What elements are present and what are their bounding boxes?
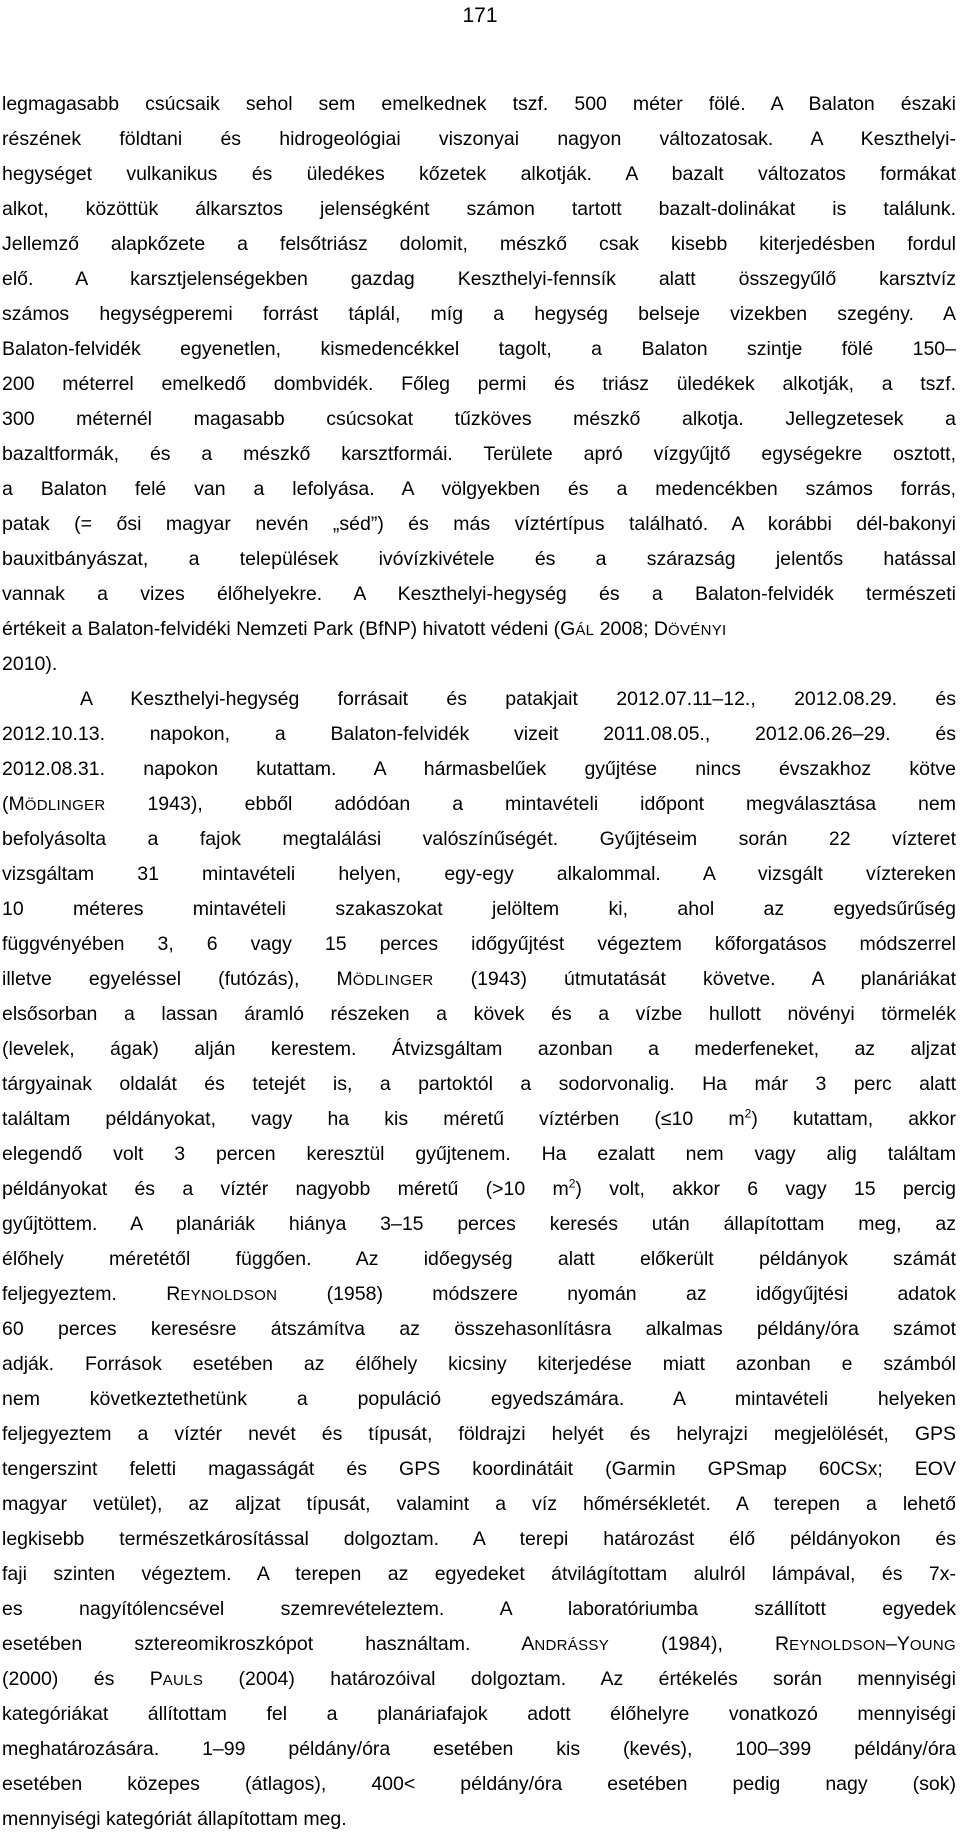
text-segment: ) volt, akkor 6 vagy 15 percig (575, 1178, 956, 1200)
small-caps-name: ÖDLINGER (352, 972, 434, 989)
text-segment: elegendő volt 3 percen keresztül gyűjtenem. Ha ezalatt nem vagy alig találtam (2, 1143, 956, 1165)
text-segment: nem következtethetünk a populáció egyedszámára. A mintavételi helyeken (2, 1388, 956, 1410)
text-line (2, 367, 956, 402)
text-segment: tengerszint feletti magasságát és GPS koordinátáit (Garmin GPSmap 60CSx; EOV (2, 1458, 956, 1480)
text-line (2, 297, 956, 332)
text-line (2, 87, 956, 122)
text-line (2, 787, 956, 822)
text-line (2, 1732, 956, 1767)
text-line (2, 262, 956, 297)
text-line (2, 1312, 956, 1347)
text-line (2, 1172, 956, 1207)
text-line (2, 892, 956, 927)
text-line (2, 1067, 956, 1102)
text-line (2, 542, 956, 577)
text-segment: legmagasabb csúcsaik sehol sem emelkednek tszf. 500 méter fölé. A Balaton északi (2, 93, 956, 115)
small-caps-name: NDRÁSSY (534, 1637, 610, 1654)
text-line (2, 997, 956, 1032)
small-caps-name: AULS (162, 1672, 204, 1689)
text-line (2, 1662, 956, 1697)
text-line (2, 577, 956, 612)
text-segment: feljegyeztem. R (2, 1283, 181, 1305)
text-segment: számos hegységperemi forrást táplál, míg a hegység belseje vizekben szegény. A (2, 303, 956, 325)
text-segment: 60 perces keresésre átszámítva az összehasonlításra alkalmas példány/óra számot (2, 1318, 956, 1340)
text-segment: 300 méternél magasabb csúcsokat tűzköves mészkő alkotja. Jellegzetesek a (2, 408, 956, 430)
text-segment: tárgyainak oldalát és tetejét is, a partoktól a sodorvonalig. Ha már 3 perc alatt (2, 1073, 956, 1095)
text-segment: értékeit a Balaton-felvidéki Nemzeti Park (BfNP) hivatott védeni (G (2, 618, 576, 640)
text-segment: patak (= ősi magyar nevén „séd”) és más víztértípus található. A korábbi dél-bakonyi (2, 513, 956, 535)
text-segment: magyar vetület), az aljzat típusát, valamint a víz hőmérsékletét. A terepen a lehető (2, 1493, 956, 1515)
text-segment: vizsgáltam 31 mintavételi helyen, egy-egy alkalommal. A vizsgált víztereken (2, 863, 956, 885)
text-line (2, 1032, 956, 1067)
text-segment: esetében közepes (átlagos), 400< példány/óra esetében pedig nagy (sok) (2, 1773, 956, 1795)
text-segment: élőhely méretétől függően. Az időegység alatt előkerült példányok számát (2, 1248, 956, 1270)
text-segment: függvényében 3, 6 vagy 15 perces időgyűjtést végeztem kőforgatásos módszerrel (2, 933, 956, 955)
text-line (2, 1382, 956, 1417)
small-caps-name: ÁL (575, 622, 595, 639)
text-line (2, 227, 956, 262)
text-segment: a Balaton felé van a lefolyása. A völgyekben és a medencékben számos forrás, (2, 478, 956, 500)
text-segment: példányokat és a víztér nagyobb méretű (>10 m (2, 1178, 569, 1200)
text-segment: 1943), ebből adódóan a mintavételi időpont megválasztása nem (105, 793, 956, 815)
text-line (2, 1802, 956, 1837)
text-segment: illetve egyeléssel (futózás), M (2, 968, 353, 990)
text-segment: elsősorban a lassan áramló részeken a kövek és a vízbe hullott növényi törmelék (2, 1003, 956, 1025)
text-segment: bauxitbányászat, a települések ivóvízkivétele és a szárazság jelentős hatással (2, 548, 956, 570)
text-line (2, 332, 956, 367)
small-caps-name: EYNOLDSON (180, 1287, 278, 1304)
text-segment: (1958) módszere nyomán az időgyűjtési adatok (277, 1283, 956, 1305)
text-segment: 2012.08.31. napokon kutattam. A hármasbelűek gyűjtése nincs évszakhoz kötve (2, 758, 956, 780)
text-segment: (2004) határozóival dolgoztam. Az értékelés során mennyiségi (203, 1668, 956, 1690)
text-line (2, 857, 956, 892)
text-line (2, 437, 956, 472)
text-line (2, 822, 956, 857)
text-segment: 2008; D (594, 618, 668, 640)
text-segment: Jellemző alapkőzete a felsőtriász dolomit, mészkő csak kisebb kiterjedésben fordul (2, 233, 956, 255)
text-segment: (1943) útmutatását követve. A planáriákat (433, 968, 956, 990)
text-segment: ) kutattam, akkor (751, 1108, 956, 1130)
text-segment: esetében sztereomikroszkópot használtam. A (2, 1633, 535, 1655)
text-line (2, 1277, 956, 1312)
superscript: 2 (744, 1106, 752, 1121)
text-segment: mennyiségi kategóriát állapítottam meg. (2, 1808, 347, 1830)
text-line (2, 962, 956, 997)
small-caps-name: ÖVÉNYI (668, 622, 727, 639)
text-segment: részének földtani és hidrogeológiai viszonyai nagyon változatosak. A Keszthelyi- (2, 128, 956, 150)
text-segment: találtam példányokat, vagy ha kis méretű víztérben (≤10 m (2, 1108, 745, 1130)
text-line (2, 752, 956, 787)
text-line (2, 1102, 956, 1137)
text-line (2, 122, 956, 157)
text-segment: adják. Források esetében az élőhely kicsiny kiterjedése miatt azonban e számból (2, 1353, 956, 1375)
text-line (2, 612, 956, 647)
text-segment: (M (2, 793, 25, 815)
text-segment: faji szinten végeztem. A terepen az egyedeket átvilágítottam alulról lámpával, és 7x- (2, 1563, 956, 1585)
text-line (2, 1592, 956, 1627)
text-line (2, 682, 956, 717)
text-line (2, 1417, 956, 1452)
text-line (2, 157, 956, 192)
text-segment: alkot, közöttük álkarsztos jelenségként számon tartott bazalt-dolinákat is találunk. (2, 198, 956, 220)
text-segment: 200 méterrel emelkedő dombvidék. Főleg permi és triász üledékek alkotják, a tszf. (2, 373, 956, 395)
text-segment: 2010). (2, 653, 58, 675)
page-number: 171 (462, 4, 498, 27)
text-line (2, 1627, 956, 1662)
text-segment: vannak a vizes élőhelyekre. A Keszthelyi-hegység és a Balaton-felvidék természeti (2, 583, 956, 605)
text-line (2, 1487, 956, 1522)
text-line (2, 192, 956, 227)
text-line (2, 1137, 956, 1172)
text-line (2, 507, 956, 542)
text-segment: legkisebb természetkárosítással dolgoztam. A terepi határozást élő példányokon és (2, 1528, 956, 1550)
text-segment: –Y (885, 1633, 910, 1655)
text-line (2, 717, 956, 752)
text-line (2, 402, 956, 437)
text-segment: feljegyeztem a víztér nevét és típusát, földrajzi helyét és helyrajzi megjelölését, GPS (2, 1423, 956, 1445)
text-segment: 10 méteres mintavételi szakaszokat jelöltem ki, ahol az egyedsűrűség (2, 898, 956, 920)
text-segment: kategóriákat állítottam fel a planáriafajok adott élőhelyre vonatkozó mennyiségi (2, 1703, 956, 1725)
text-segment: A Keszthelyi-hegység forrásait és patakjait 2012.07.11–12., 2012.08.29. és (80, 688, 956, 710)
text-line (2, 472, 956, 507)
text-line (2, 1557, 956, 1592)
text-segment: 2012.10.13. napokon, a Balaton-felvidék vizeit 2011.08.05., 2012.06.26–29. és (2, 723, 956, 745)
text-segment: bazaltformák, és a mészkő karsztformái. Területe apró vízgyűjtő egységekre osztott, (2, 443, 956, 465)
body-text (2, 87, 956, 1837)
text-line (2, 1347, 956, 1382)
text-segment: gyűjtöttem. A planáriák hiánya 3–15 perces keresés után állapítottam meg, az (2, 1213, 956, 1235)
text-line (2, 1207, 956, 1242)
text-segment: Balaton-felvidék egyenetlen, kismedencékkel tagolt, a Balaton szintje fölé 150– (2, 338, 956, 360)
text-segment: befolyásolta a fajok megtalálási valószínűségét. Gyűjtéseim során 22 vízteret (2, 828, 956, 850)
text-line (2, 1697, 956, 1732)
text-line (2, 647, 956, 682)
text-segment: (2000) és P (2, 1668, 163, 1690)
small-caps-name: EYNOLDSON (789, 1637, 886, 1654)
text-line (2, 1452, 956, 1487)
small-caps-name: OUNG (909, 1637, 957, 1654)
text-line (2, 927, 956, 962)
text-segment: elő. A karsztjelenségekben gazdag Keszthelyi-fennsík alatt összegyűlő karsztvíz (2, 268, 956, 290)
text-segment: (levelek, ágak) alján kerestem. Átvizsgáltam azonban a mederfeneket, az aljzat (2, 1038, 956, 1060)
text-segment: es nagyítólencsével szemrevételeztem. A laboratóriumba szállított egyedek (2, 1598, 956, 1620)
text-segment: (1984), R (609, 1633, 790, 1655)
text-line (2, 1767, 956, 1802)
superscript: 2 (568, 1176, 576, 1191)
text-line (2, 1242, 956, 1277)
text-line (2, 1522, 956, 1557)
text-segment: hegységet vulkanikus és üledékes kőzetek alkotják. A bazalt változatos formákat (2, 163, 956, 185)
text-segment: meghatározására. 1–99 példány/óra esetében kis (kevés), 100–399 példány/óra (2, 1738, 956, 1760)
small-caps-name: ÖDLINGER (24, 797, 106, 814)
